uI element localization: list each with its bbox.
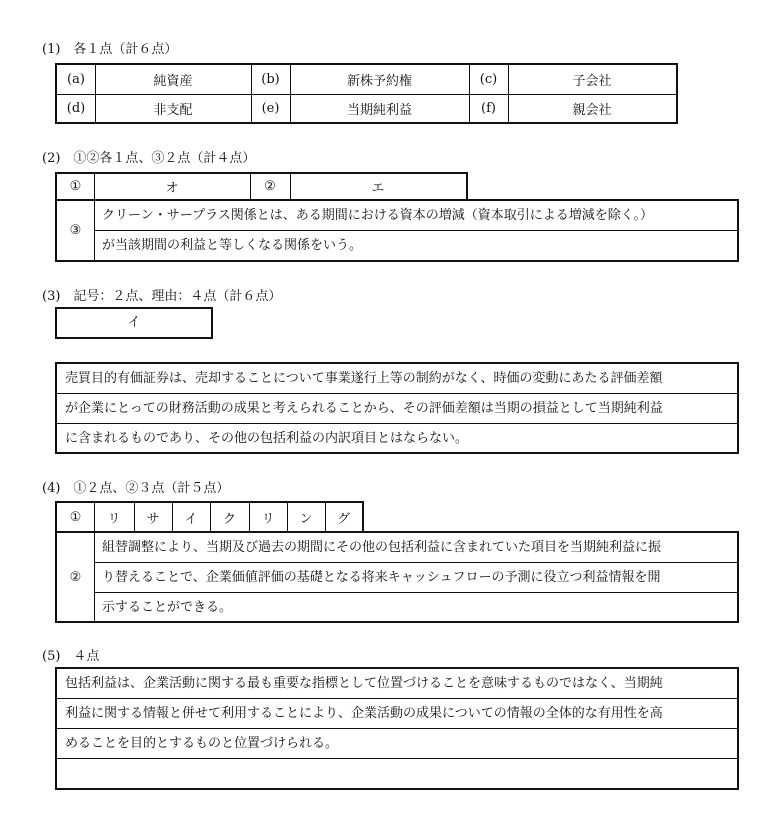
q4-item2-line-3: 示することができる。 (102, 600, 233, 615)
q1-answer-c: 子会社 (572, 74, 612, 89)
q1-label-c: (c) (479, 72, 498, 87)
q1-label-f: (f) (481, 100, 496, 116)
q2-item3-box (55, 199, 739, 262)
q4-char-2: サ (146, 511, 160, 527)
q1-answer-b: 新株予約権 (346, 74, 412, 89)
q2-label-3: ③ (69, 223, 82, 238)
q5-answer-box (55, 667, 739, 790)
q1-answer-d: 非支配 (153, 102, 193, 118)
q2-item3-line-2: が当該期間の利益と等しくなる関係をいう。 (102, 238, 363, 253)
q4-label-1: ① (69, 509, 82, 525)
q4-heading: (4) ①２点、②３点（計５点） (42, 481, 230, 496)
q5-line-1: 包括利益は、企業活動に関する最も重要な指標として位置づけることを意味するものではなく、当期純 (65, 676, 663, 691)
q3-reason-line-1: 売買目的有価証券は、売却することについて事業遂行上等の制約がなく、時価の変動にあたる評価差額 (65, 371, 663, 386)
q4-item2-line-1: 組替調整により、当期及び過去の期間にその他の包括利益に含まれていた項目を当期純利益に振 (102, 540, 662, 555)
q4-char-7: グ (336, 511, 350, 527)
q5-line-2: 利益に関する情報と併せて利用することにより、企業活動の成果についての情報の全体的な有用性を高 (65, 706, 663, 721)
q4-label-2: ② (69, 569, 82, 585)
q1-label-d: (d) (66, 100, 86, 116)
q1-label-b: (b) (261, 72, 280, 87)
q3-reason-line-2: が企業にとっての財務活動の成果と考えられることから、その評価差額は当期の損益として当期純利益 (65, 401, 663, 416)
q5-heading: (5) ４点 (42, 649, 100, 664)
q2-label-1: ① (69, 179, 82, 194)
q2-answer-1: オ (165, 181, 179, 196)
q2-heading: (2) ①②各１点、③２点（計４点） (42, 151, 256, 166)
q5-line-3: めることを目的とするものと位置づけられる。 (65, 736, 339, 751)
q2-label-2: ② (264, 179, 276, 194)
q3-symbol-box (55, 307, 213, 339)
q4-item2-line-2: り替えることで、企業価値評価の基礎となる将来キャッシュフローの予測に役立つ利益情報を開 (102, 570, 661, 585)
q4-char-1: リ (107, 511, 121, 527)
q1-answer-f: 親会社 (572, 102, 612, 118)
q3-heading: (3) 記号：２点、理由：４点（計６点） (42, 289, 282, 304)
q2-answer-2: エ (371, 181, 385, 196)
q4-char-4: ク (222, 511, 236, 527)
q2-item3-line-1: クリーン・サープラス関係とは、ある期間における資本の増減（資本取引による増減を除く。） (102, 208, 653, 223)
q3-symbol: イ (127, 314, 141, 330)
q3-reason-line-3: に含まれるものであり、その他の包括利益の内訳項目とはならない。 (65, 431, 469, 446)
q1-heading: (1) 各１点（計６点） (42, 42, 178, 57)
q2-choice-table (55, 172, 468, 201)
q3-reason-box (55, 362, 739, 454)
q1-label-a: (a) (67, 72, 85, 87)
q1-answer-table (55, 63, 678, 124)
q1-answer-e: 当期純利益 (346, 102, 412, 118)
q4-char-6: ン (299, 511, 313, 527)
q1-label-e: (e) (261, 100, 280, 116)
q4-char-3: イ (184, 511, 198, 527)
q1-answer-a: 純資産 (153, 74, 193, 89)
q4-char-5: リ (261, 511, 275, 527)
q4-item1-table (55, 501, 364, 533)
q4-item2-box (55, 531, 739, 623)
